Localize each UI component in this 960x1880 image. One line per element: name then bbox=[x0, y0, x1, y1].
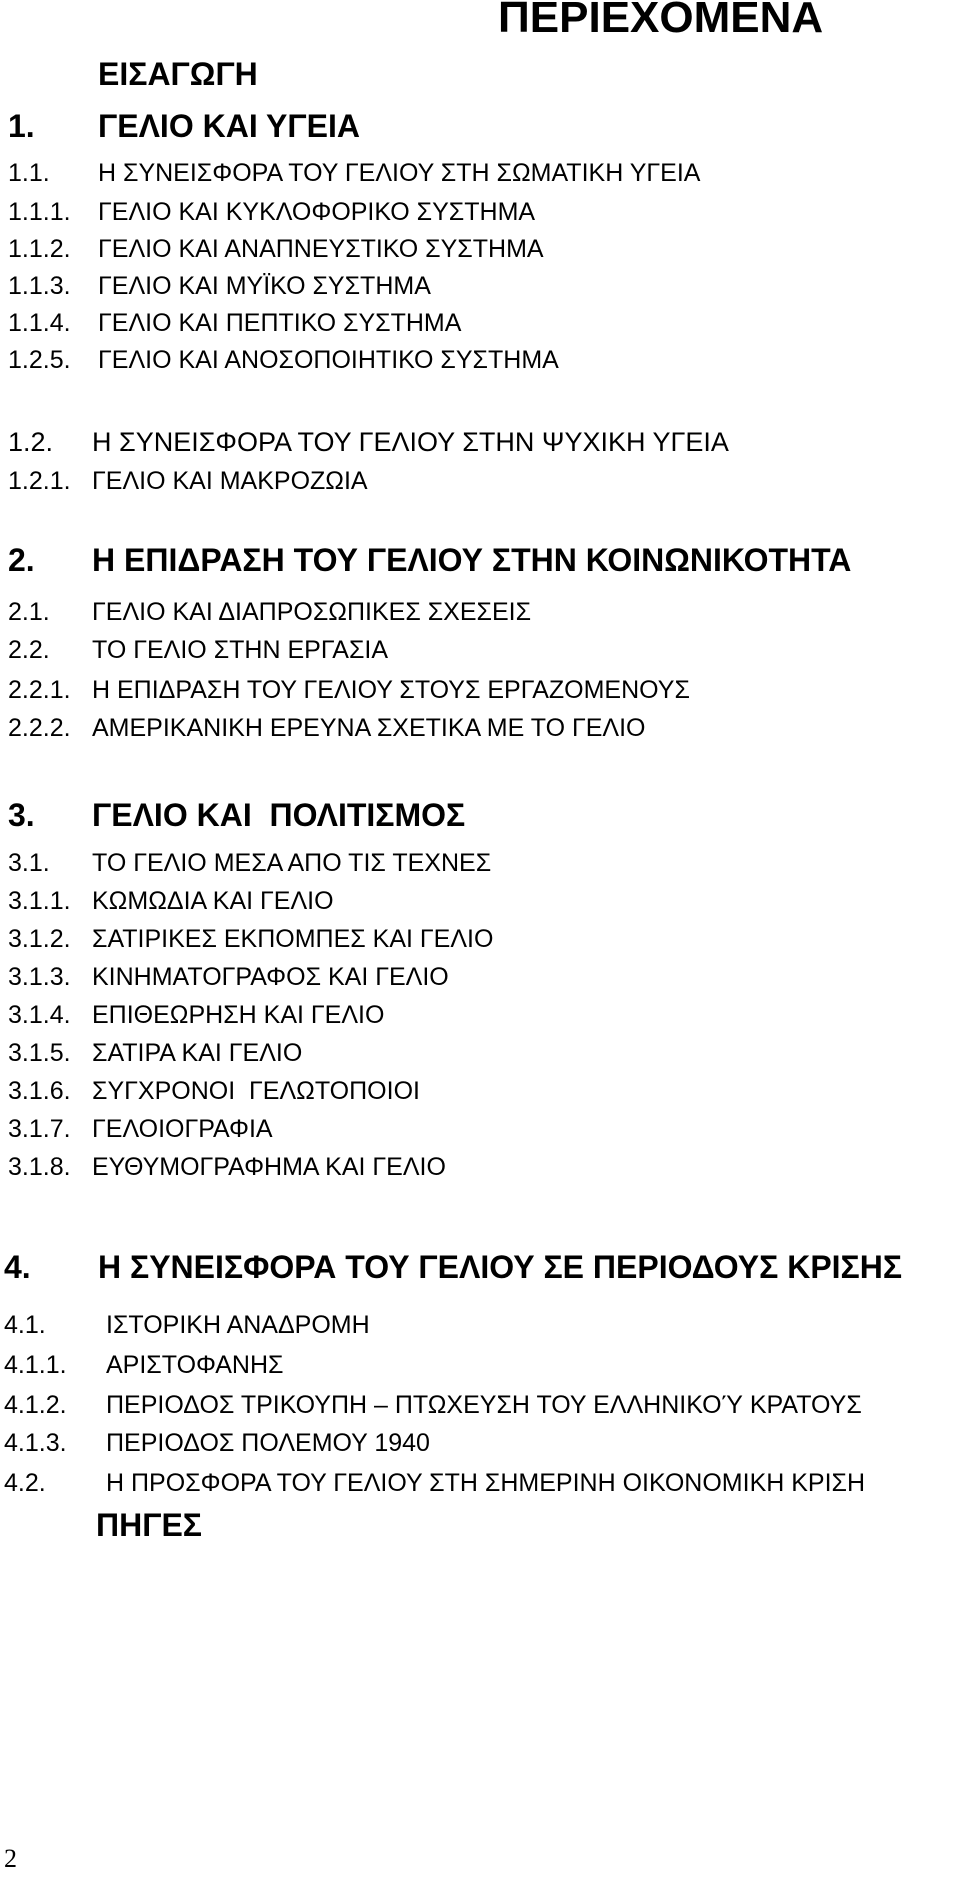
toc-entry-number: 3.1.7. bbox=[8, 1115, 71, 1143]
toc-entry-title: ΣΑΤΙΡΙΚΕΣ ΕΚΠΟΜΠΕΣ ΚΑΙ ΓΕΛΙΟ bbox=[92, 925, 494, 953]
toc-entry-number: 4.1.1. bbox=[4, 1351, 67, 1379]
toc-entry-title: ΓΕΛΙΟ ΚΑΙ ΠΟΛΙΤΙΣΜΟΣ bbox=[92, 797, 466, 833]
toc-entry-number: 3.1.3. bbox=[8, 963, 71, 991]
toc-entry bbox=[0, 1247, 960, 1287]
toc-entry-number: 3.1.5. bbox=[8, 1039, 71, 1067]
toc-entry bbox=[0, 271, 960, 302]
toc-entry bbox=[0, 1152, 960, 1183]
toc-entry bbox=[0, 795, 960, 835]
toc-entry bbox=[0, 425, 960, 459]
toc-entry-title: ΠΗΓΕΣ bbox=[96, 1507, 202, 1543]
toc-entry-number: 1.1. bbox=[8, 159, 50, 187]
toc-entry-number: 3.1.4. bbox=[8, 1001, 71, 1029]
toc-entry bbox=[0, 1310, 960, 1341]
toc-entry-number: 1.1.3. bbox=[8, 272, 71, 300]
toc-entry-title: Η ΣΥΝΕΙΣΦΟΡΑ ΤΟΥ ΓΕΛΙΟΥ ΣΤΗ ΣΩΜΑΤΙΚΗ ΥΓΕΙΑ bbox=[98, 159, 701, 187]
toc-entry bbox=[0, 597, 960, 628]
toc-entry bbox=[0, 886, 960, 917]
toc-entry bbox=[0, 466, 960, 497]
toc-entry-title: ΑΜΕΡΙΚΑΝΙΚΗ ΕΡΕΥΝΑ ΣΧΕΤΙΚΑ ΜΕ ΤΟ ΓΕΛΙΟ bbox=[92, 714, 646, 742]
toc-entry bbox=[0, 962, 960, 993]
toc-entry bbox=[0, 1114, 960, 1145]
toc-entry-title: ΓΕΛΟΙΟΓΡΑΦΙΑ bbox=[92, 1115, 273, 1143]
toc-entry bbox=[0, 1390, 960, 1421]
toc-entry bbox=[0, 308, 960, 339]
toc-entry bbox=[0, 1350, 960, 1381]
toc-entry-number: 4.1.3. bbox=[4, 1429, 67, 1457]
toc-entry-number: 3.1. bbox=[8, 849, 50, 877]
toc-entry-number: 2.2.1. bbox=[8, 676, 71, 704]
page-number: 2 bbox=[4, 1844, 17, 1873]
toc-entry-number: 2.1. bbox=[8, 598, 50, 626]
toc-entry-title: ΚΩΜΩΔΙΑ ΚΑΙ ΓΕΛΙΟ bbox=[92, 887, 334, 915]
toc-entry bbox=[0, 713, 960, 744]
toc-entry-title: Η ΣΥΝΕΙΣΦΟΡΑ ΤΟΥ ΓΕΛΙΟΥ ΣΤΗΝ ΨΥΧΙΚΗ ΥΓΕΙΑ bbox=[92, 427, 729, 457]
toc-entry-number: 4. bbox=[4, 1249, 31, 1285]
toc-entry-title: ΕΙΣΑΓΩΓΗ bbox=[98, 56, 258, 92]
toc-entry bbox=[0, 1000, 960, 1031]
toc-entry-title: ΤΟ ΓΕΛΙΟ ΜΕΣΑ ΑΠΟ ΤΙΣ ΤΕΧΝΕΣ bbox=[92, 849, 492, 877]
toc-entry-number: 3.1.2. bbox=[8, 925, 71, 953]
toc-entry-number: 1.1.1. bbox=[8, 198, 71, 226]
toc-entry-number: 1.2. bbox=[8, 427, 54, 457]
toc-entry-title: ΓΕΛΙΟ ΚΑΙ ΑΝΟΣΟΠΟΙΗΤΙΚΟ ΣΥΣΤΗΜΑ bbox=[98, 346, 559, 374]
toc-entry-number: 2.2.2. bbox=[8, 714, 71, 742]
toc-entry bbox=[0, 158, 960, 189]
toc-entry bbox=[0, 635, 960, 666]
toc-entry bbox=[0, 1076, 960, 1107]
toc-entry-title: ΓΕΛΙΟ ΚΑΙ ΑΝΑΠΝΕΥΣΤΙΚΟ ΣΥΣΤΗΜΑ bbox=[98, 235, 544, 263]
toc-entry-title: ΣΥΓΧΡΟΝΟΙ ΓΕΛΩΤΟΠΟΙΟΙ bbox=[92, 1077, 420, 1105]
toc-entry bbox=[0, 234, 960, 265]
page-title: ΠΕΡΙΕΧΟΜΕΝΑ bbox=[498, 0, 824, 42]
toc-entry-number: 1.1.4. bbox=[8, 309, 71, 337]
toc-entry-number: 2. bbox=[8, 542, 35, 578]
toc-entry bbox=[0, 848, 960, 879]
toc-entry-title: ΓΕΛΙΟ ΚΑΙ ΠΕΠΤΙΚΟ ΣΥΣΤΗΜΑ bbox=[98, 309, 462, 337]
toc-entry-number: 3.1.6. bbox=[8, 1077, 71, 1105]
toc-entry-number: 1. bbox=[8, 108, 35, 144]
toc-entry bbox=[0, 197, 960, 228]
toc-entry-title: ΤΟ ΓΕΛΙΟ ΣΤΗΝ ΕΡΓΑΣΙΑ bbox=[92, 636, 389, 664]
toc-entry-title: ΙΣΤΟΡΙΚΗ ΑΝΑΔΡΟΜΗ bbox=[106, 1311, 370, 1339]
toc-entry-title: ΓΕΛΙΟ ΚΑΙ ΜΥΪΚΟ ΣΥΣΤΗΜΑ bbox=[98, 272, 431, 300]
toc-entry bbox=[0, 345, 960, 376]
toc-entry bbox=[0, 540, 960, 580]
toc-entry bbox=[0, 54, 960, 94]
toc-entry-title: Η ΕΠΙΔΡΑΣΗ ΤΟΥ ΓΕΛΙΟΥ ΣΤΟΥΣ ΕΡΓΑΖΟΜΕΝΟΥΣ bbox=[92, 676, 690, 704]
toc-entry-title: ΚΙΝΗΜΑΤΟΓΡΑΦΟΣ ΚΑΙ ΓΕΛΙΟ bbox=[92, 963, 449, 991]
toc-entry-number: 4.1.2. bbox=[4, 1391, 67, 1419]
toc-entry bbox=[0, 1038, 960, 1069]
toc-entry-number: 3. bbox=[8, 797, 35, 833]
toc-entry bbox=[0, 1505, 960, 1545]
toc-entry-number: 2.2. bbox=[8, 636, 50, 664]
toc-entry-number: 4.1. bbox=[4, 1311, 46, 1339]
toc-entry-title: ΣΑΤΙΡΑ ΚΑΙ ΓΕΛΙΟ bbox=[92, 1039, 303, 1067]
toc-entry-title: ΓΕΛΙΟ ΚΑΙ ΚΥΚΛΟΦΟΡΙΚΟ ΣΥΣΤΗΜΑ bbox=[98, 198, 536, 226]
toc-entry-title: ΓΕΛΙΟ ΚΑΙ ΥΓΕΙΑ bbox=[98, 108, 360, 144]
toc-entry-title: ΓΕΛΙΟ ΚΑΙ ΜΑΚΡΟΖΩΙΑ bbox=[92, 467, 368, 495]
toc-entry-number: 4.2. bbox=[4, 1469, 46, 1497]
toc-entry-number: 1.1.2. bbox=[8, 235, 71, 263]
toc-entry bbox=[0, 1428, 960, 1459]
toc-entry-title: Η ΠΡΟΣΦΟΡΑ ΤΟΥ ΓΕΛΙΟΥ ΣΤΗ ΣΗΜΕΡΙΝΗ ΟΙΚΟΝΟΜΙΚΗ ΚΡΙΣΗ bbox=[106, 1469, 866, 1497]
toc-entry-title: ΑΡΙΣΤΟΦΑΝΗΣ bbox=[106, 1351, 284, 1379]
toc-entry-number: 1.2.1. bbox=[8, 467, 71, 495]
toc-entry-title: ΓΕΛΙΟ ΚΑΙ ΔΙΑΠΡΟΣΩΠΙΚΕΣ ΣΧΕΣΕΙΣ bbox=[92, 598, 532, 626]
toc-entry bbox=[0, 106, 960, 146]
toc-entry-title: ΕΠΙΘΕΩΡΗΣΗ ΚΑΙ ΓΕΛΙΟ bbox=[92, 1001, 385, 1029]
toc-entry-title: ΠΕΡΙΟΔΟΣ ΤΡΙΚΟΥΠΗ – ΠΤΩΧΕΥΣΗ ΤΟΥ ΕΛΛΗΝΙΚΟΎ ΚΡΑΤΟΥΣ bbox=[106, 1391, 862, 1419]
toc-entry bbox=[0, 924, 960, 955]
toc-entry-title: ΕΥΘΥΜΟΓΡΑΦΗΜΑ ΚΑΙ ΓΕΛΙΟ bbox=[92, 1153, 446, 1181]
toc-entry-number: 3.1.1. bbox=[8, 887, 71, 915]
toc-entry-title: Η ΕΠΙΔΡΑΣΗ ΤΟΥ ΓΕΛΙΟΥ ΣΤΗΝ ΚΟΙΝΩΝΙΚΟΤΗΤΑ bbox=[92, 542, 852, 578]
toc-entry-title: Η ΣΥΝΕΙΣΦΟΡΑ ΤΟΥ ΓΕΛΙΟΥ ΣΕ ΠΕΡΙΟΔΟΥΣ ΚΡΙΣΗΣ bbox=[98, 1249, 903, 1285]
toc-entry bbox=[0, 1468, 960, 1499]
toc-entry bbox=[0, 675, 960, 706]
toc-entry-number: 3.1.8. bbox=[8, 1153, 71, 1181]
toc-entry-number: 1.2.5. bbox=[8, 346, 71, 374]
toc-entry-title: ΠΕΡΙΟΔΟΣ ΠΟΛΕΜΟΥ 1940 bbox=[106, 1429, 430, 1457]
